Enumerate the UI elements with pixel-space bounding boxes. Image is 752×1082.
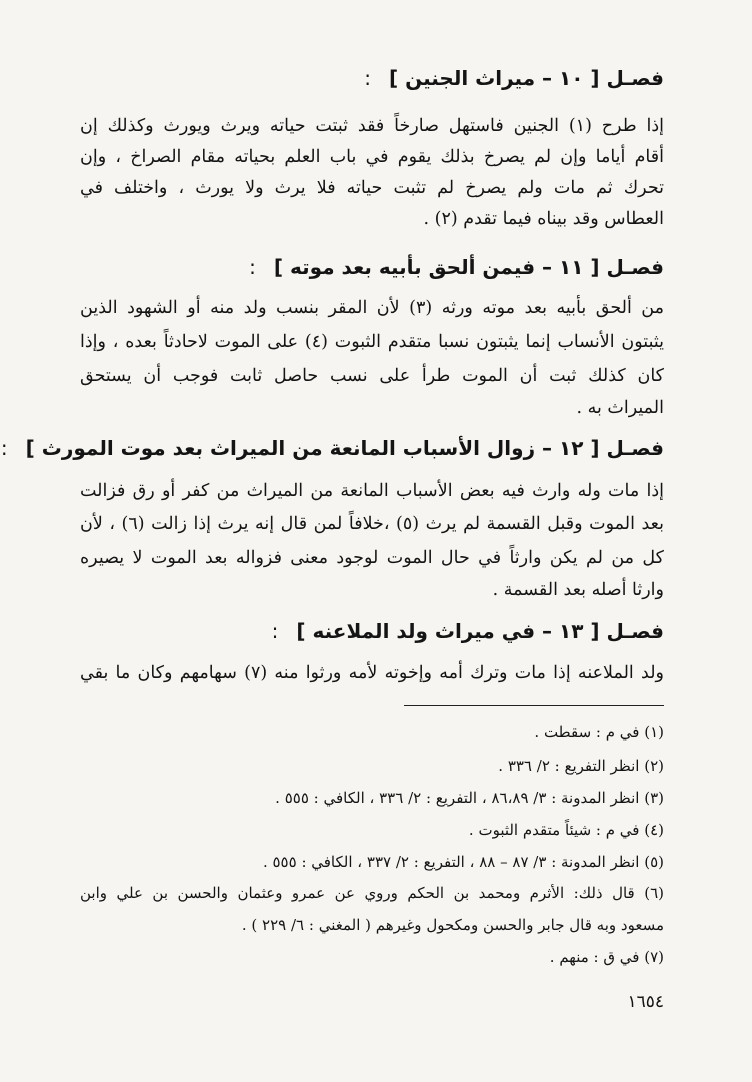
section-colon: : bbox=[364, 66, 371, 90]
paragraph-line: وارثا أصله بعد القسمة . bbox=[492, 580, 664, 600]
section-title-10 bbox=[80, 62, 664, 94]
paragraph-line: من ألحق بأبيه بعد موته ورثه (٣) لأن المقر بنسب ولد منه أو الشهود الذين bbox=[80, 298, 664, 318]
paragraph-line: أقام أياما وإن لم يصرخ بذلك يقوم في باب العلم بحياته مقام الصراخ ، وإن bbox=[80, 147, 664, 167]
footnote: (٤) في م : شيئاً متقدم الثبوت . bbox=[468, 821, 664, 839]
paragraph-line: الميراث به . bbox=[576, 398, 664, 418]
section-colon: : bbox=[0, 436, 8, 460]
paragraph-line: ولد الملاعنه إذا مات وترك أمه وإخوته لأمه ورثوا منه (٧) سهامهم وكان ما بقي bbox=[80, 663, 665, 683]
section-colon: : bbox=[249, 255, 256, 279]
section-title-11 bbox=[80, 251, 664, 283]
section-title-13 bbox=[80, 615, 664, 647]
footnote: (٥) انظر المدونة : ٣/ ٨٧ – ٨٨ ، التفريع : ٢/ ٣٣٧ ، الكافي : ٥٥٥ . bbox=[262, 853, 664, 871]
footnote: (٧) في ق : منهم . bbox=[549, 948, 664, 966]
page-number: ١٦٥٤ bbox=[627, 992, 664, 1012]
section-title-12 bbox=[0, 432, 664, 464]
paragraph-line: إذا مات وله وارث فيه بعض الأسباب المانعة من الميراث من كفر أو رق فزالت bbox=[80, 481, 664, 501]
paragraph-line: كل من لم يكن وارثاً في حال الموت لوجود معنى فزواله بعد الموت لا يصيره bbox=[80, 548, 664, 568]
paragraph-line: كان كذلك ثبت أن الموت طرأ على نسب حاصل ثابت فوجب أن يستحق bbox=[80, 366, 664, 386]
footnote: (٣) انظر المدونة : ٣/ ٨٦،٨٩ ، التفريع : ٢/ ٣٣٦ ، الكافي : ٥٥٥ . bbox=[275, 789, 664, 807]
paragraph-line: تحرك ثم مات ولم يصرخ لم تثبت حياته فلا يرث ولا يورث ، واختلف في bbox=[80, 178, 664, 198]
section-heading-text: فصـل [ ١٠ – ميراث الجنين ] bbox=[388, 66, 664, 90]
section-heading-text: فصـل [ ١٣ – في ميراث ولد الملاعنه ] bbox=[296, 619, 664, 643]
section-heading-text: فصـل [ ١١ – فيمن ألحق بأبيه بعد موته ] bbox=[273, 255, 664, 279]
section-heading-text: فصـل [ ١٢ – زوال الأسباب المانعة من الميراث بعد موت المورث ] bbox=[25, 436, 664, 460]
paragraph-line: بعد الموت وقبل القسمة لم يرث (٥) ،خلافاً لمن قال إنه يرث إذا زالت (٦) ، لأن bbox=[80, 514, 664, 534]
paragraph-line: إذا طرح (١) الجنين فاستهل صارخاً فقد ثبتت حياته ويرث ويورث وكذلك إن bbox=[80, 116, 664, 136]
section-colon: : bbox=[271, 619, 279, 643]
footnote: مسعود وبه قال جابر والحسن ومكحول وغيرهم ( المغني : ٦/ ٢٢٩ ) . bbox=[241, 916, 664, 934]
footnote: (٦) قال ذلك: الأثرم ومحمد بن الحكم وروي عن عمرو وعثمان والحسن بن علي وابن bbox=[80, 884, 664, 902]
paragraph-line: العطاس وقد بيناه فيما تقدم (٢) . bbox=[423, 209, 664, 229]
paragraph-line: يثبتون الأنساب إنما يثبتون نسبا متقدم الثبوت (٤) على الموت لاحادثاً بعده ، وإذا bbox=[80, 332, 664, 352]
footnote: (١) في م : سقطت . bbox=[534, 723, 664, 741]
footnote: (٢) انظر التفريع : ٢/ ٣٣٦ . bbox=[498, 757, 664, 775]
footnote-divider bbox=[404, 705, 664, 706]
